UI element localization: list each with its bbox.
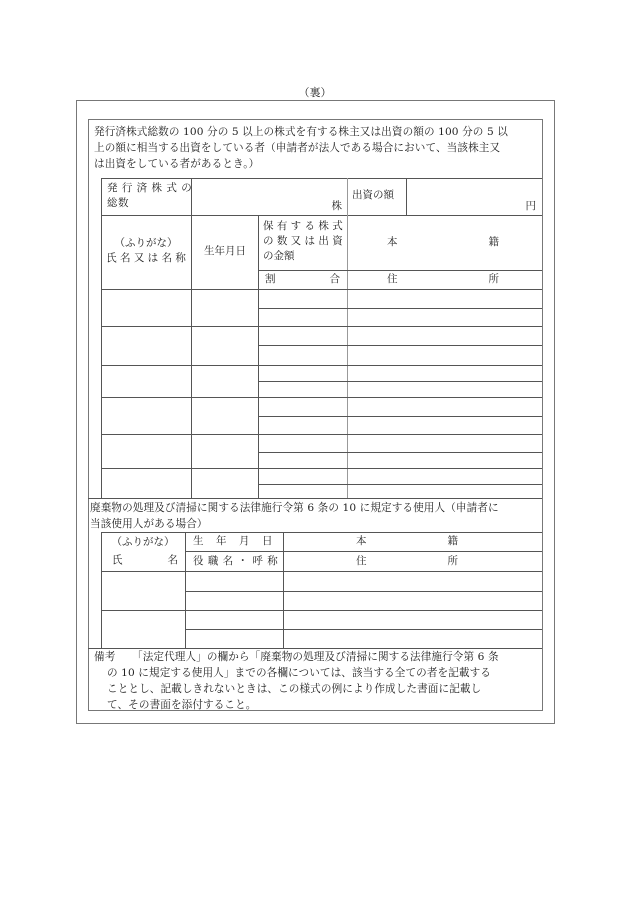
label-char: 氏: [112, 554, 123, 566]
position-column-header: 役 職 名 ・ 呼 称: [193, 555, 279, 567]
table-rule: [283, 532, 284, 648]
capital-amount-label: 出資の額: [352, 189, 394, 201]
table-rule: [185, 532, 186, 648]
remarks-body: [107, 665, 491, 713]
label-char: 本: [356, 535, 367, 547]
label-char: 所: [447, 555, 458, 567]
domicile-column-header: [356, 534, 458, 549]
address-column-header: [356, 554, 458, 569]
label-line: 発 行 済 株 式 の: [107, 182, 193, 194]
label-char: 籍: [447, 535, 458, 547]
table-row-divider: [101, 610, 542, 611]
table-border: [101, 532, 542, 533]
shares-unit: 株: [331, 200, 342, 212]
label-char: 籍: [488, 236, 499, 248]
heading-line: 発行済株式総数の 100 分の 5 以上の株式を有する株主又は出資の額の 100 分の 5 以: [94, 126, 508, 138]
label-line: の金額: [263, 250, 295, 262]
name-column-header: [112, 553, 178, 568]
label-line: 保 有 す る 株 式: [263, 220, 343, 232]
remarks-line: の 10 に規定する使用人」までの各欄については、該当する全ての者を記載する: [107, 667, 491, 679]
heading-line: は出資をしている者があるとき。）: [94, 158, 260, 170]
heading-line: 上の額に相当する出資をしている者（申請者が法人である場合において、当該株主又: [94, 142, 501, 154]
name-label: 氏 名 又 は 名 称: [106, 252, 186, 264]
label-char: 住: [356, 555, 367, 567]
birthdate-column-header: 生年月日: [204, 245, 246, 257]
remarks-first-line: 「法定代理人」の欄から「廃棄物の処理及び清掃に関する法律施行令第 6 条: [132, 651, 499, 663]
remarks-label: 備考: [94, 651, 116, 663]
furigana-label: （ふりがな）: [114, 237, 178, 249]
table-subrow-divider: [185, 591, 542, 592]
table-subrow-divider: [185, 629, 542, 630]
label-char: 名: [167, 554, 178, 566]
label-line: 総数: [107, 197, 129, 209]
label-line: の 数 又 は 出 資: [263, 235, 343, 247]
heading-line: 廃棄物の処理及び清掃に関する法律施行令第 6 条の 10 に規定する使用人（申請者に: [90, 502, 499, 514]
label-char: 住: [387, 273, 398, 285]
label-char: 割: [265, 273, 276, 285]
label-char: 本: [387, 236, 398, 248]
page-side-label: （裏）: [298, 86, 332, 99]
table-rule: [101, 571, 542, 572]
furigana-label: （ふりがな）: [111, 536, 175, 548]
heading-line: 当該使用人がある場合）: [90, 518, 208, 530]
label-char: 所: [488, 273, 499, 285]
label-char: 合: [329, 273, 340, 285]
birthdate-column-header: 生 年 月 日: [193, 535, 274, 547]
remarks-line: て、その書面を添付すること。: [107, 699, 257, 711]
yen-unit: 円: [525, 200, 536, 212]
remarks-line: こととし、記載しきれないときは、この様式の例により作成した書面に記載し: [107, 683, 482, 695]
table-rule: [185, 551, 542, 552]
